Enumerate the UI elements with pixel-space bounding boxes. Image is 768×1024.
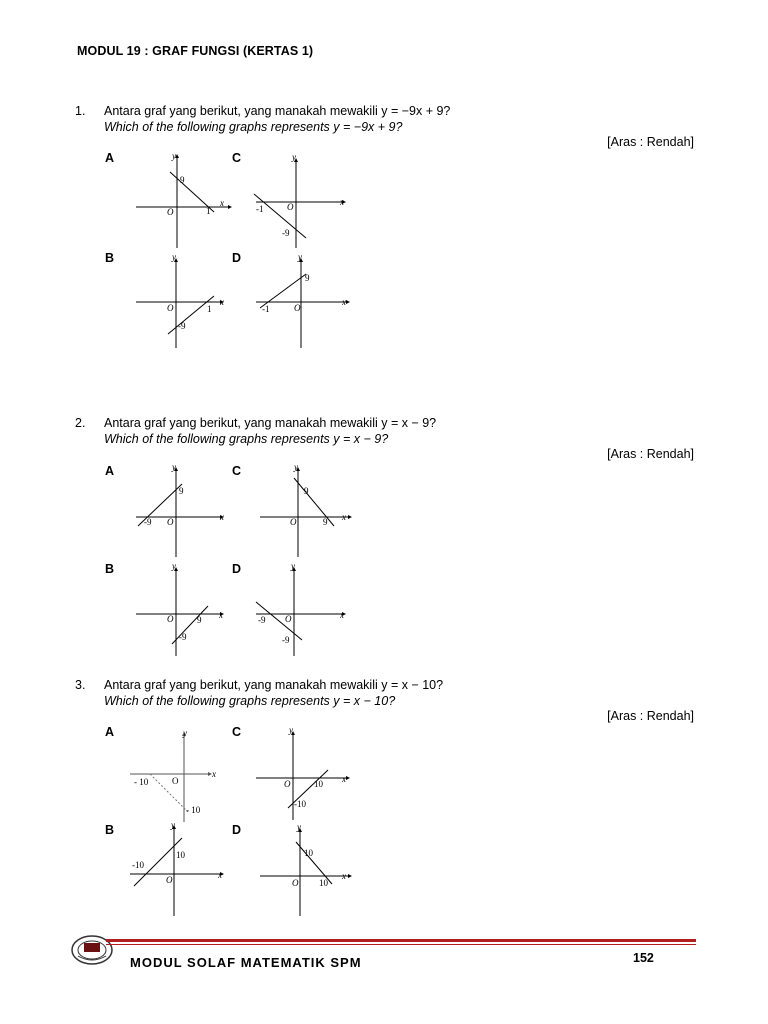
x-axis-label: x	[220, 512, 224, 522]
origin-label: O	[167, 303, 174, 313]
q2-option-d-letter[interactable]: D	[232, 562, 242, 576]
graph-label: 9	[180, 175, 185, 185]
q2-graph-d	[252, 560, 352, 660]
q2-option-a-letter[interactable]: A	[105, 464, 115, 478]
page-title: MODUL 19 : GRAF FUNGSI (KERTAS 1)	[77, 44, 314, 58]
q1-option-c-letter[interactable]: C	[232, 151, 242, 165]
graph-label: - 10	[134, 777, 149, 787]
graph-label: -9	[178, 321, 186, 331]
footer-title: MODUL SOLAF MATEMATIK SPM	[130, 955, 362, 970]
x-axis-label: x	[219, 610, 223, 620]
x-axis-label: x	[340, 610, 344, 620]
question-1-english: Which of the following graphs represents y = −9x + 9?	[104, 120, 403, 134]
y-axis-label: y	[183, 728, 187, 738]
graph-label: 9	[305, 273, 310, 283]
origin-label: O	[292, 878, 299, 888]
question-1-malay: Antara graf yang berikut, yang manakah mewakili y = −9x + 9?	[104, 104, 451, 118]
origin-label: O	[172, 776, 179, 786]
x-axis-label: x	[342, 774, 346, 784]
question-3-level: [Aras : Rendah]	[607, 709, 694, 723]
q3-graph-a	[128, 726, 228, 826]
q2-graph-a	[132, 462, 232, 562]
graph-label: -9	[258, 615, 266, 625]
y-axis-label: y	[294, 462, 298, 472]
y-axis-label: y	[292, 152, 296, 162]
origin-label: O	[166, 875, 173, 885]
question-3-number: 3.	[75, 678, 86, 692]
y-axis-label: y	[172, 151, 176, 161]
origin-label: O	[167, 517, 174, 527]
y-axis-label: y	[171, 820, 175, 830]
graph-label: 1	[206, 206, 211, 216]
page-number: 152	[633, 951, 654, 965]
origin-label: O	[284, 779, 291, 789]
x-axis-label: x	[220, 198, 224, 208]
graph-label: 9	[179, 486, 184, 496]
q1-graph-a	[132, 150, 232, 250]
graph-label: 10	[176, 850, 185, 860]
q1-graph-b	[132, 250, 232, 350]
q1-option-b-letter[interactable]: B	[105, 251, 115, 265]
x-axis-label: x	[220, 297, 224, 307]
y-axis-label: y	[289, 725, 293, 735]
question-1-level: [Aras : Rendah]	[607, 135, 694, 149]
y-axis-label: y	[297, 822, 301, 832]
q3-option-b-letter[interactable]: B	[105, 823, 115, 837]
graph-label: 10	[304, 848, 313, 858]
x-axis-label: x	[340, 197, 344, 207]
graph-label: - 10	[186, 805, 201, 815]
graph-label: -9	[179, 632, 187, 642]
q1-option-a-letter[interactable]: A	[105, 151, 115, 165]
q3-option-a-letter[interactable]: A	[105, 725, 115, 739]
question-2-level: [Aras : Rendah]	[607, 447, 694, 461]
q3-graph-b	[128, 820, 228, 920]
origin-label: O	[167, 614, 174, 624]
y-axis-label: y	[172, 252, 176, 262]
q3-option-d-letter[interactable]: D	[232, 823, 242, 837]
footer-divider	[106, 939, 696, 942]
q1-graph-d	[252, 250, 352, 350]
q2-option-c-letter[interactable]: C	[232, 464, 242, 478]
q2-graph-c	[252, 462, 352, 562]
origin-label: O	[167, 207, 174, 217]
y-axis-label: y	[298, 252, 302, 262]
x-axis-label: x	[342, 297, 346, 307]
graph-label: -9	[144, 517, 152, 527]
q2-graph-b	[132, 560, 232, 660]
school-logo	[70, 932, 114, 966]
x-axis-label: x	[342, 871, 346, 881]
y-axis-label: y	[172, 561, 176, 571]
origin-label: O	[294, 303, 301, 313]
q1-option-d-letter[interactable]: D	[232, 251, 242, 265]
graph-label: 9	[197, 615, 202, 625]
question-2-malay: Antara graf yang berikut, yang manakah mewakili y = x − 9?	[104, 416, 437, 430]
origin-label: O	[287, 202, 294, 212]
q3-graph-c	[252, 724, 352, 824]
footer-divider-thin	[106, 944, 696, 945]
q3-graph-d	[252, 820, 352, 920]
question-1-number: 1.	[75, 104, 86, 118]
graph-label: -9	[282, 635, 290, 645]
y-axis-label: y	[291, 561, 295, 571]
q1-graph-c	[252, 150, 352, 250]
x-axis-label: x	[212, 769, 216, 779]
x-axis-label: x	[342, 512, 346, 522]
graph-label: -10	[132, 860, 144, 870]
graph-label: 9	[323, 517, 328, 527]
q2-option-b-letter[interactable]: B	[105, 562, 115, 576]
y-axis-label: y	[172, 462, 176, 472]
question-2-english: Which of the following graphs represents y = x − 9?	[104, 432, 389, 446]
graph-label: -1	[262, 304, 270, 314]
q3-option-c-letter[interactable]: C	[232, 725, 242, 739]
origin-label: O	[285, 614, 292, 624]
question-3-english: Which of the following graphs represents y = x − 10?	[104, 694, 396, 708]
graph-label: 10	[319, 878, 328, 888]
graph-label: -1	[256, 204, 264, 214]
question-2-number: 2.	[75, 416, 86, 430]
x-axis-label: x	[218, 870, 222, 880]
graph-label: 10	[314, 779, 323, 789]
graph-label: 9	[304, 486, 309, 496]
graph-label: -9	[282, 228, 290, 238]
graph-label: 1	[207, 304, 212, 314]
question-3-malay: Antara graf yang berikut, yang manakah mewakili y = x − 10?	[104, 678, 444, 692]
graph-label: -10	[294, 799, 306, 809]
origin-label: O	[290, 517, 297, 527]
